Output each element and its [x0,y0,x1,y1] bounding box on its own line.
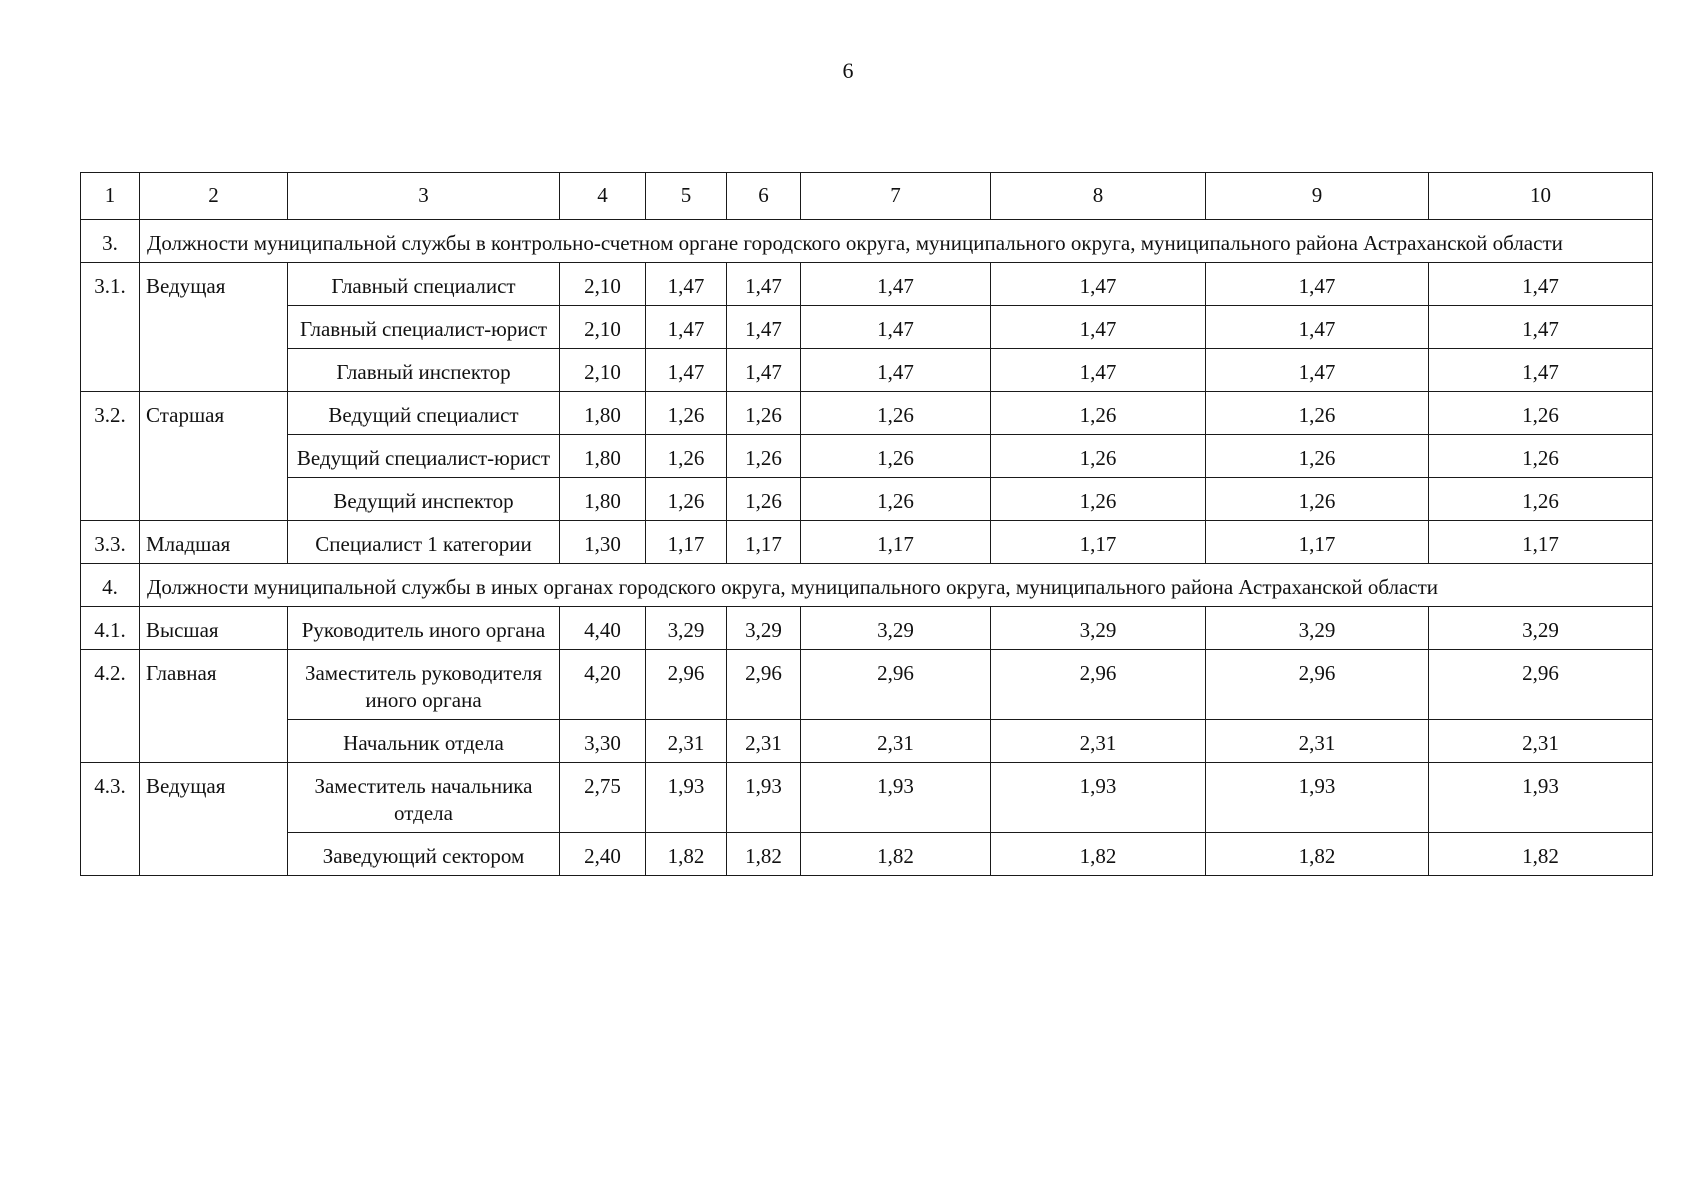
coefficient-value: 1,93 [991,763,1206,833]
coefficient-value: 4,20 [560,650,646,720]
coefficient-value: 1,17 [991,521,1206,564]
group-category: Главная [140,650,288,763]
coefficient-value: 1,93 [1429,763,1653,833]
table-row [81,435,1653,478]
group-number: 4.2. [81,650,140,763]
coefficient-value: 2,40 [560,833,646,876]
coefficient-value: 2,31 [1206,720,1429,763]
coefficient-value: 1,17 [801,521,991,564]
column-header: 8 [991,173,1206,220]
group-number: 3.3. [81,521,140,564]
coefficient-value: 1,26 [1206,392,1429,435]
coefficient-value: 2,96 [801,650,991,720]
coefficient-value: 2,31 [727,720,801,763]
column-header: 9 [1206,173,1429,220]
table-row [81,349,1653,392]
table-row [81,392,1653,435]
position-name: Ведущий специалист [288,392,560,435]
coefficient-value: 1,47 [1206,306,1429,349]
coefficient-value: 1,30 [560,521,646,564]
coefficient-value: 1,82 [646,833,727,876]
position-name: Главный специалист [288,263,560,306]
coefficient-value: 1,26 [991,478,1206,521]
coefficient-value: 2,96 [1429,650,1653,720]
salary-coefficients-table [80,172,1653,876]
coefficient-value: 3,29 [1429,607,1653,650]
coefficient-value: 3,29 [727,607,801,650]
coefficient-value: 1,26 [801,435,991,478]
section-row [81,220,1653,263]
coefficient-value: 1,47 [1206,349,1429,392]
coefficient-value: 1,82 [1429,833,1653,876]
coefficient-value: 3,29 [1206,607,1429,650]
coefficient-value: 3,29 [991,607,1206,650]
coefficient-value: 1,26 [1429,478,1653,521]
table-row [81,833,1653,876]
coefficient-value: 1,47 [801,263,991,306]
coefficient-value: 1,26 [646,435,727,478]
coefficient-value: 1,47 [646,306,727,349]
coefficient-value: 2,10 [560,263,646,306]
coefficient-value: 2,31 [1429,720,1653,763]
column-header: 1 [81,173,140,220]
section-title: Должности муниципальной службы в иных органах городского округа, муниципального округа, муниципального района Астраханской области [140,564,1653,607]
group-category: Ведущая [140,263,288,392]
coefficient-value: 1,82 [727,833,801,876]
table-body [81,173,1653,876]
coefficient-value: 3,30 [560,720,646,763]
coefficient-value: 1,47 [1429,349,1653,392]
coefficient-value: 1,17 [727,521,801,564]
coefficient-value: 1,26 [727,478,801,521]
coefficient-value: 1,47 [801,306,991,349]
column-header: 7 [801,173,991,220]
group-category: Старшая [140,392,288,521]
coefficient-value: 1,47 [1429,263,1653,306]
coefficient-value: 1,47 [646,263,727,306]
coefficient-value: 1,26 [1429,392,1653,435]
coefficient-value: 1,26 [801,392,991,435]
position-name: Заместитель начальника отдела [288,763,560,833]
coefficient-value: 1,82 [1206,833,1429,876]
coefficient-value: 3,29 [801,607,991,650]
group-number: 4.1. [81,607,140,650]
table-row [81,306,1653,349]
position-name: Руководитель иного органа [288,607,560,650]
position-name: Главный специалист-юрист [288,306,560,349]
coefficient-value: 1,93 [646,763,727,833]
column-header: 5 [646,173,727,220]
coefficient-value: 1,80 [560,392,646,435]
position-name: Главный инспектор [288,349,560,392]
coefficient-value: 2,31 [991,720,1206,763]
coefficient-value: 1,26 [991,392,1206,435]
coefficient-value: 1,47 [991,263,1206,306]
section-title: Должности муниципальной службы в контрольно-счетном органе городского округа, муниципального округа, муниципального района Астраханской области [140,220,1653,263]
group-number: 3.2. [81,392,140,521]
position-name: Заместитель руководителя иного органа [288,650,560,720]
coefficient-value: 1,26 [801,478,991,521]
coefficient-value: 2,96 [1206,650,1429,720]
coefficient-value: 1,17 [1429,521,1653,564]
coefficient-value: 1,47 [991,306,1206,349]
column-header: 10 [1429,173,1653,220]
table-row [81,763,1653,833]
section-number: 4. [81,564,140,607]
coefficient-value: 1,47 [727,263,801,306]
coefficient-value: 1,47 [1429,306,1653,349]
group-number: 4.3. [81,763,140,876]
column-header: 3 [288,173,560,220]
coefficient-value: 1,26 [646,478,727,521]
coefficient-value: 1,26 [1206,478,1429,521]
coefficient-value: 2,10 [560,306,646,349]
coefficient-value: 2,10 [560,349,646,392]
header-row [81,173,1653,220]
position-name: Специалист 1 категории [288,521,560,564]
position-name: Ведущий инспектор [288,478,560,521]
coefficient-value: 3,29 [646,607,727,650]
coefficient-value: 1,17 [646,521,727,564]
group-number: 3.1. [81,263,140,392]
coefficient-value: 2,96 [727,650,801,720]
page-number: 6 [842,58,854,83]
coefficient-value: 1,47 [727,306,801,349]
group-category: Младшая [140,521,288,564]
table-row [81,263,1653,306]
coefficient-value: 2,31 [801,720,991,763]
column-header: 2 [140,173,288,220]
coefficient-value: 1,47 [801,349,991,392]
group-category: Ведущая [140,763,288,876]
coefficient-value: 4,40 [560,607,646,650]
coefficient-value: 1,26 [727,435,801,478]
coefficient-value: 1,26 [727,392,801,435]
table-row [81,607,1653,650]
coefficient-value: 1,17 [1206,521,1429,564]
group-category: Высшая [140,607,288,650]
position-name: Ведущий специалист-юрист [288,435,560,478]
column-header: 6 [727,173,801,220]
coefficient-value: 1,93 [1206,763,1429,833]
table-row [81,650,1653,720]
coefficient-value: 1,26 [646,392,727,435]
coefficient-value: 1,82 [801,833,991,876]
table-row [81,478,1653,521]
section-row [81,564,1653,607]
coefficient-value: 1,47 [1206,263,1429,306]
coefficient-value: 1,93 [801,763,991,833]
coefficient-value: 1,80 [560,478,646,521]
coefficient-value: 1,47 [727,349,801,392]
coefficient-value: 2,96 [646,650,727,720]
table-row [81,720,1653,763]
coefficient-value: 2,75 [560,763,646,833]
table-row [81,521,1653,564]
position-name: Заведующий сектором [288,833,560,876]
coefficient-value: 2,31 [646,720,727,763]
coefficient-value: 1,47 [991,349,1206,392]
section-number: 3. [81,220,140,263]
column-header: 4 [560,173,646,220]
coefficient-value: 2,96 [991,650,1206,720]
position-name: Начальник отдела [288,720,560,763]
coefficient-value: 1,47 [646,349,727,392]
coefficient-value: 1,80 [560,435,646,478]
coefficient-value: 1,26 [991,435,1206,478]
coefficient-value: 1,26 [1206,435,1429,478]
coefficient-value: 1,93 [727,763,801,833]
coefficient-value: 1,26 [1429,435,1653,478]
coefficient-value: 1,82 [991,833,1206,876]
